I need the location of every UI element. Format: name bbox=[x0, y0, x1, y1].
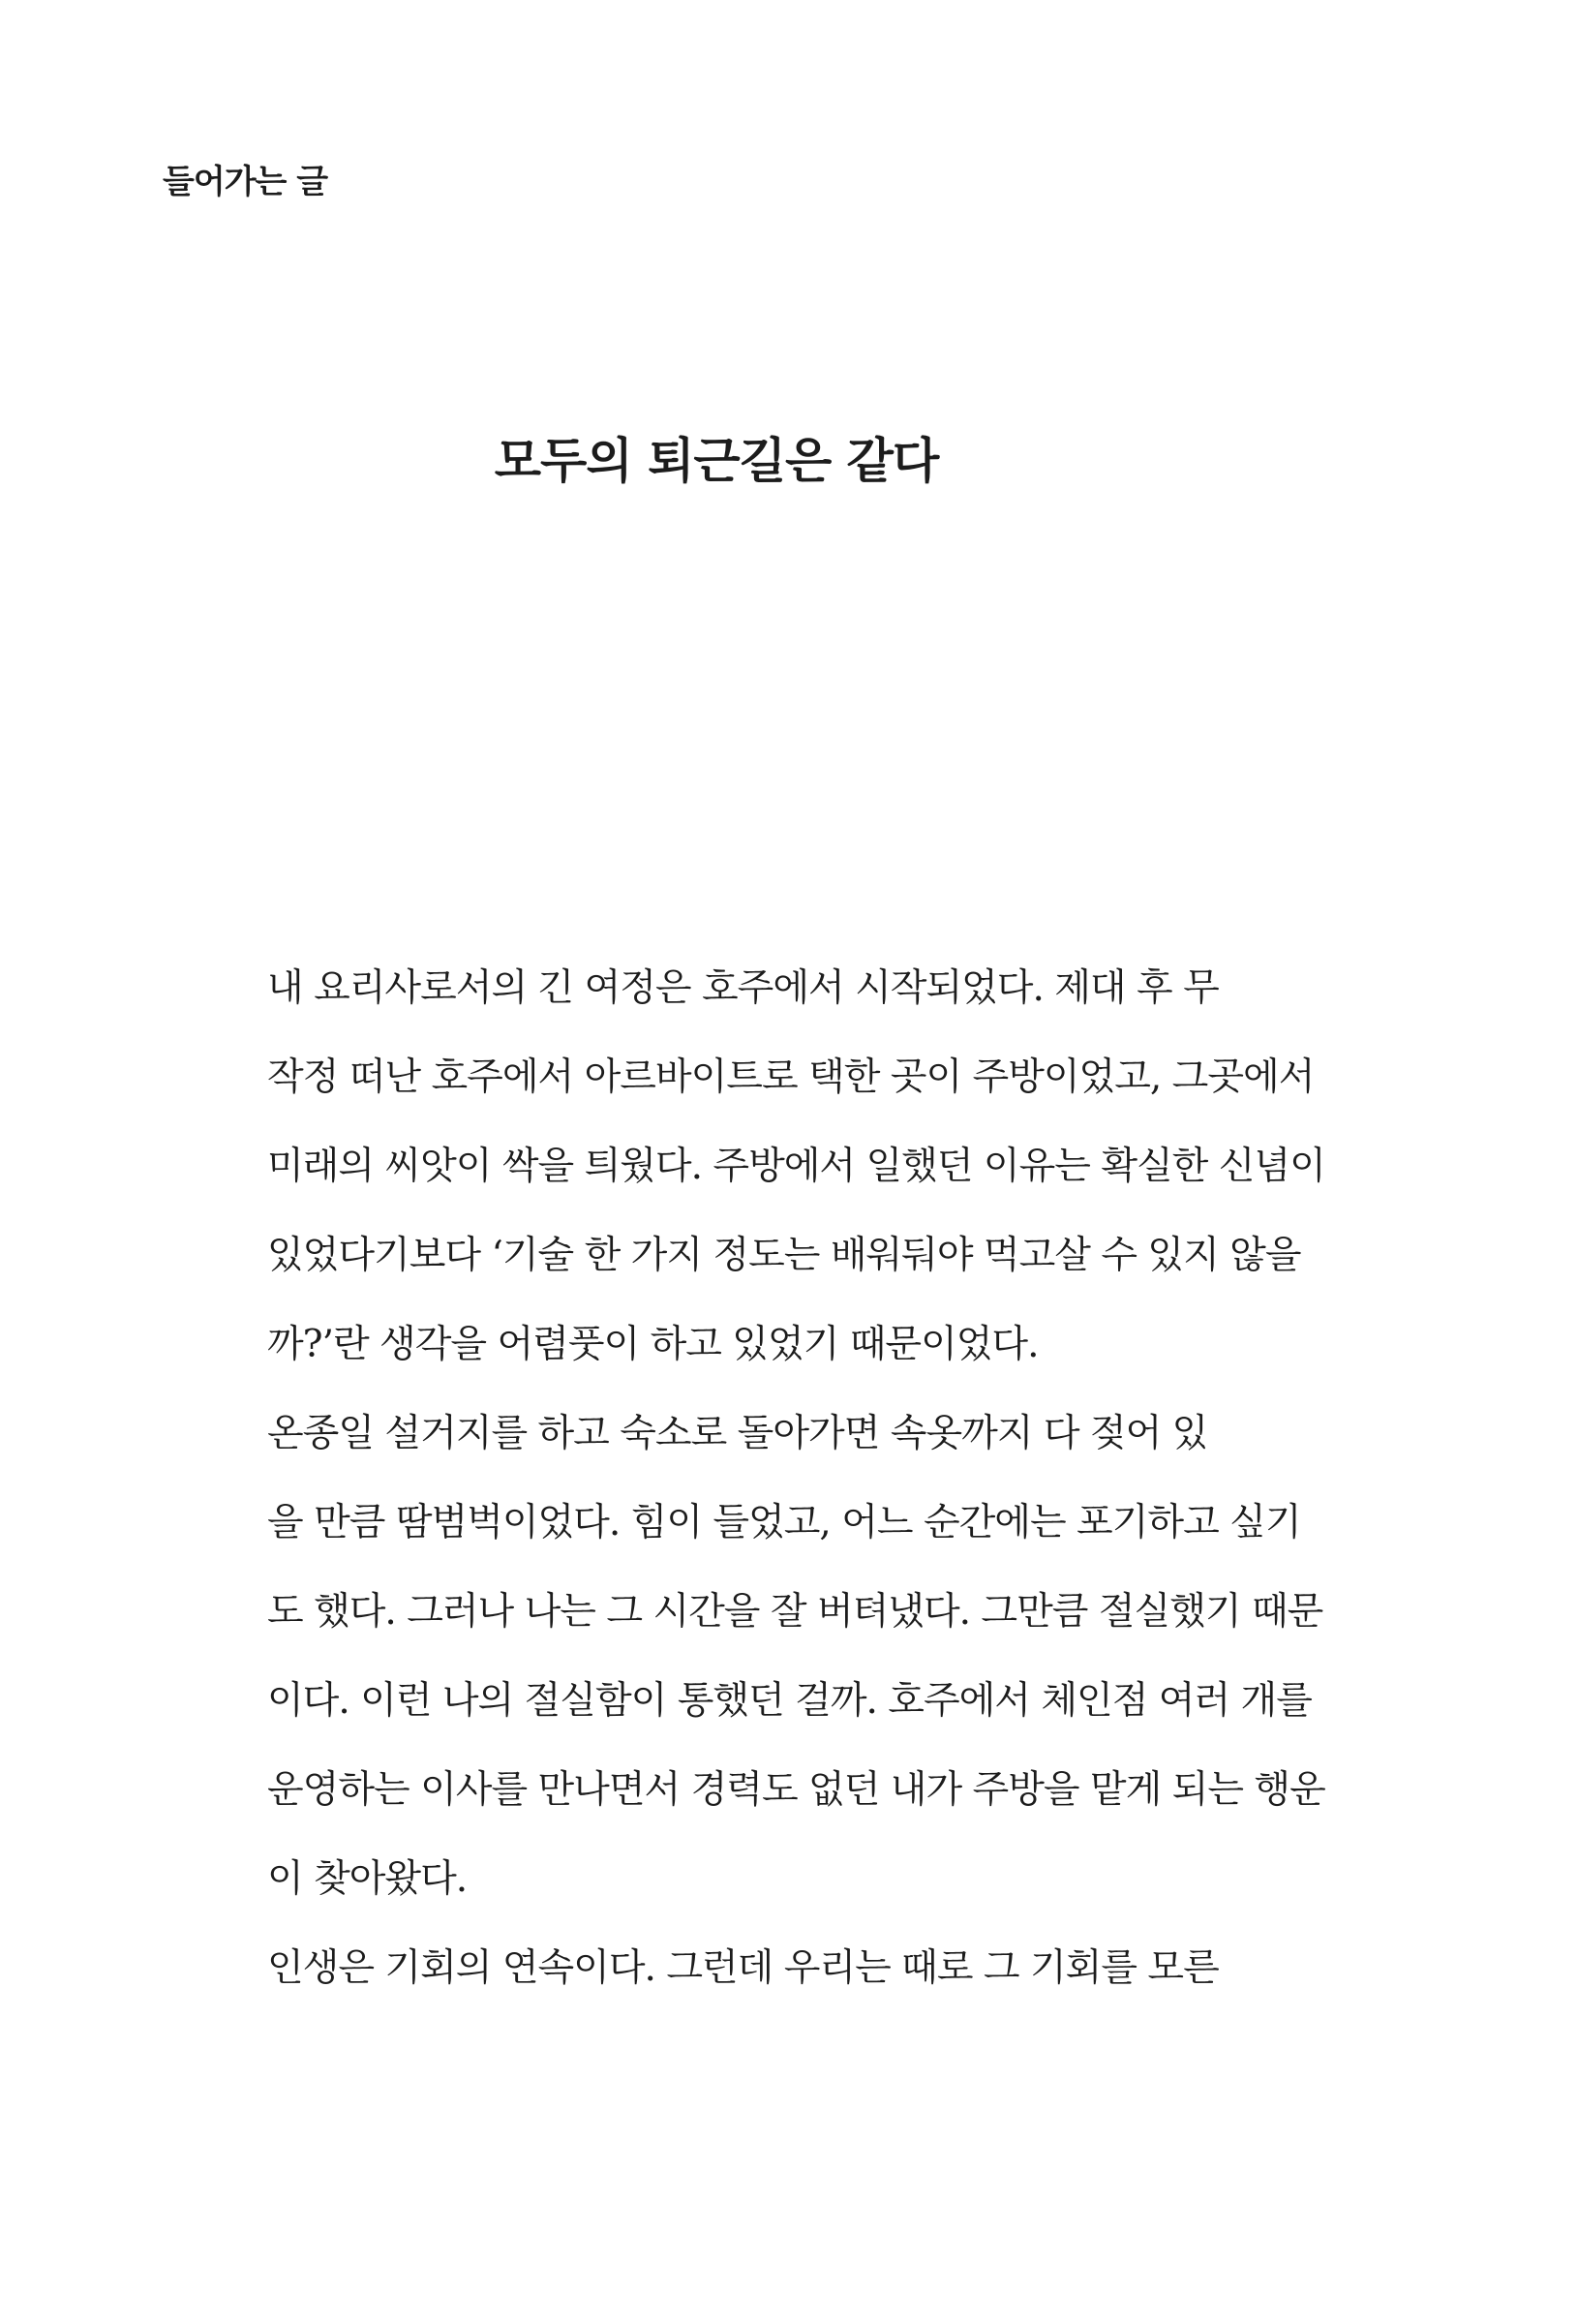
paragraph bbox=[163, 1390, 1325, 1924]
text-line: 온종일 설거지를 하고 숙소로 돌아가면 속옷까지 다 젖어 있 bbox=[267, 1412, 1208, 1455]
paragraph bbox=[163, 1924, 1276, 2013]
text-line: 있었다기보다 ‘기술 한 가지 정도는 배워둬야 먹고살 수 있지 않을 bbox=[267, 1234, 1301, 1277]
text-line: 을 만큼 땀범벅이었다. 힘이 들었고, 어느 순간에는 포기하고 싶기 bbox=[267, 1501, 1301, 1544]
text-line: 까?’란 생각을 어렴풋이 하고 있었기 때문이었다. bbox=[267, 1323, 1039, 1366]
text-line: 운영하는 이사를 만나면서 경력도 없던 내가 주방을 맡게 되는 행운 bbox=[267, 1768, 1325, 1812]
body-text bbox=[163, 944, 1325, 2013]
text-line: 작정 떠난 호주에서 아르바이트로 택한 곳이 주방이었고, 그곳에서 bbox=[267, 1055, 1315, 1099]
text-line: 도 했다. 그러나 나는 그 시간을 잘 버텨냈다. 그만큼 절실했기 때문 bbox=[267, 1590, 1323, 1634]
paragraph bbox=[163, 944, 1325, 1390]
section-label: 들어가는 글 bbox=[163, 163, 328, 201]
chapter-title: 모두의 퇴근길은 같다 bbox=[494, 432, 939, 489]
text-line: 이 찾아왔다. bbox=[267, 1857, 468, 1901]
text-line: 이다. 이런 나의 절실함이 통했던 걸까. 호주에서 체인점 여러 개를 bbox=[267, 1679, 1312, 1723]
text-line: 인생은 기회의 연속이다. 그런데 우리는 때로 그 기회를 모른 bbox=[267, 1946, 1219, 1990]
text-line: 내 요리사로서의 긴 여정은 호주에서 시작되었다. 제대 후 무 bbox=[267, 966, 1219, 1010]
text-line: 미래의 씨앗이 싹을 틔웠다. 주방에서 일했던 이유는 확실한 신념이 bbox=[267, 1145, 1325, 1188]
